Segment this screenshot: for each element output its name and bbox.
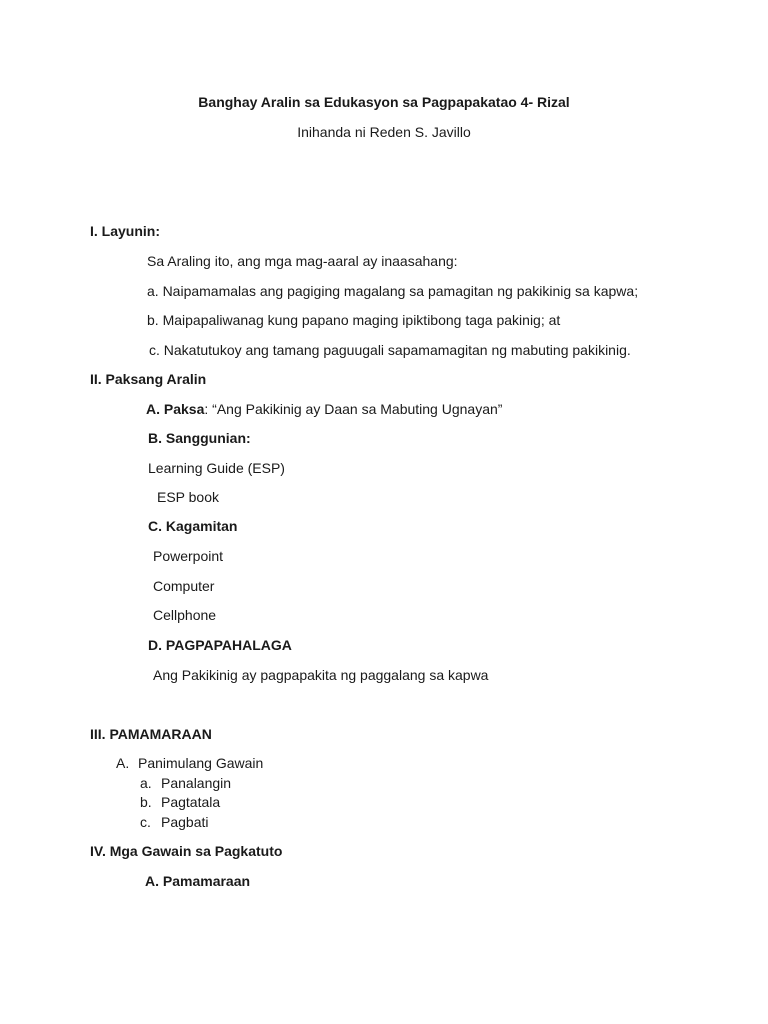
paksa-line bbox=[146, 400, 502, 418]
panimula-marker: A. bbox=[116, 755, 130, 771]
kagamitan-item-1: Powerpoint bbox=[153, 548, 224, 564]
kagamitan-item-3: Cellphone bbox=[153, 607, 217, 623]
section-4-heading: IV. Mga Gawain sa Pagkatuto bbox=[90, 843, 283, 859]
kagamitan-item-2: Computer bbox=[153, 578, 215, 594]
sanggunian-item-1: Learning Guide (ESP) bbox=[148, 460, 285, 476]
section-2-heading: II. Paksang Aralin bbox=[90, 371, 207, 387]
kagamitan-label: C. Kagamitan bbox=[148, 518, 238, 534]
pagpapahalaga-letter: D bbox=[148, 637, 159, 653]
sanggunian-item-2: ESP book bbox=[157, 489, 220, 505]
objective-c: c. Nakatutukoy ang tamang paguugali sapamamagitan ng mabuting pakikinig. bbox=[149, 342, 631, 358]
paksa-value: : “Ang Pakikinig ay Daan sa Mabuting Ugnayan” bbox=[204, 401, 503, 417]
section-1-intro: Sa Araling ito, ang mga mag-aaral ay inaasahang: bbox=[147, 253, 458, 269]
section-3-heading: III. PAMAMARAAN bbox=[90, 726, 212, 742]
pagpapahalaga-value: Ang Pakikinig ay pagpapakita ng paggalang sa kapwa bbox=[153, 667, 489, 683]
document-title: Banghay Aralin sa Edukasyon sa Pagpapakatao 4- Rizal bbox=[198, 94, 570, 110]
pagpapahalaga-line bbox=[148, 636, 292, 654]
panimula-label: Panimulang Gawain bbox=[138, 755, 264, 771]
pamamaraan-label: A. Pamamaraan bbox=[145, 873, 251, 889]
objective-b: b. Maipapaliwanag kung papano maging ipiktibong taga pakinig; at bbox=[147, 312, 561, 328]
document-author: Inihanda ni Reden S. Javillo bbox=[297, 124, 471, 140]
paksa-label: A. Paksa bbox=[146, 401, 205, 417]
list-item-panalangin: Panalangin bbox=[161, 775, 232, 791]
section-1-heading: I. Layunin: bbox=[90, 223, 160, 239]
pagpapahalaga-label: . PAGPAPAHALAGA bbox=[158, 637, 292, 653]
list-item-pagbati: Pagbati bbox=[161, 814, 209, 830]
list-item-marker-a: a. bbox=[140, 775, 152, 791]
list-item-marker-c: c. bbox=[140, 814, 151, 830]
objective-a: a. Naipamamalas ang pagiging magalang sa pamagitan ng pakikinig sa kapwa; bbox=[147, 283, 639, 299]
list-item-pagtatala: Pagtatala bbox=[161, 794, 221, 810]
list-item-marker-b: b. bbox=[140, 794, 152, 810]
sanggunian-label: B. Sanggunian: bbox=[148, 430, 251, 446]
